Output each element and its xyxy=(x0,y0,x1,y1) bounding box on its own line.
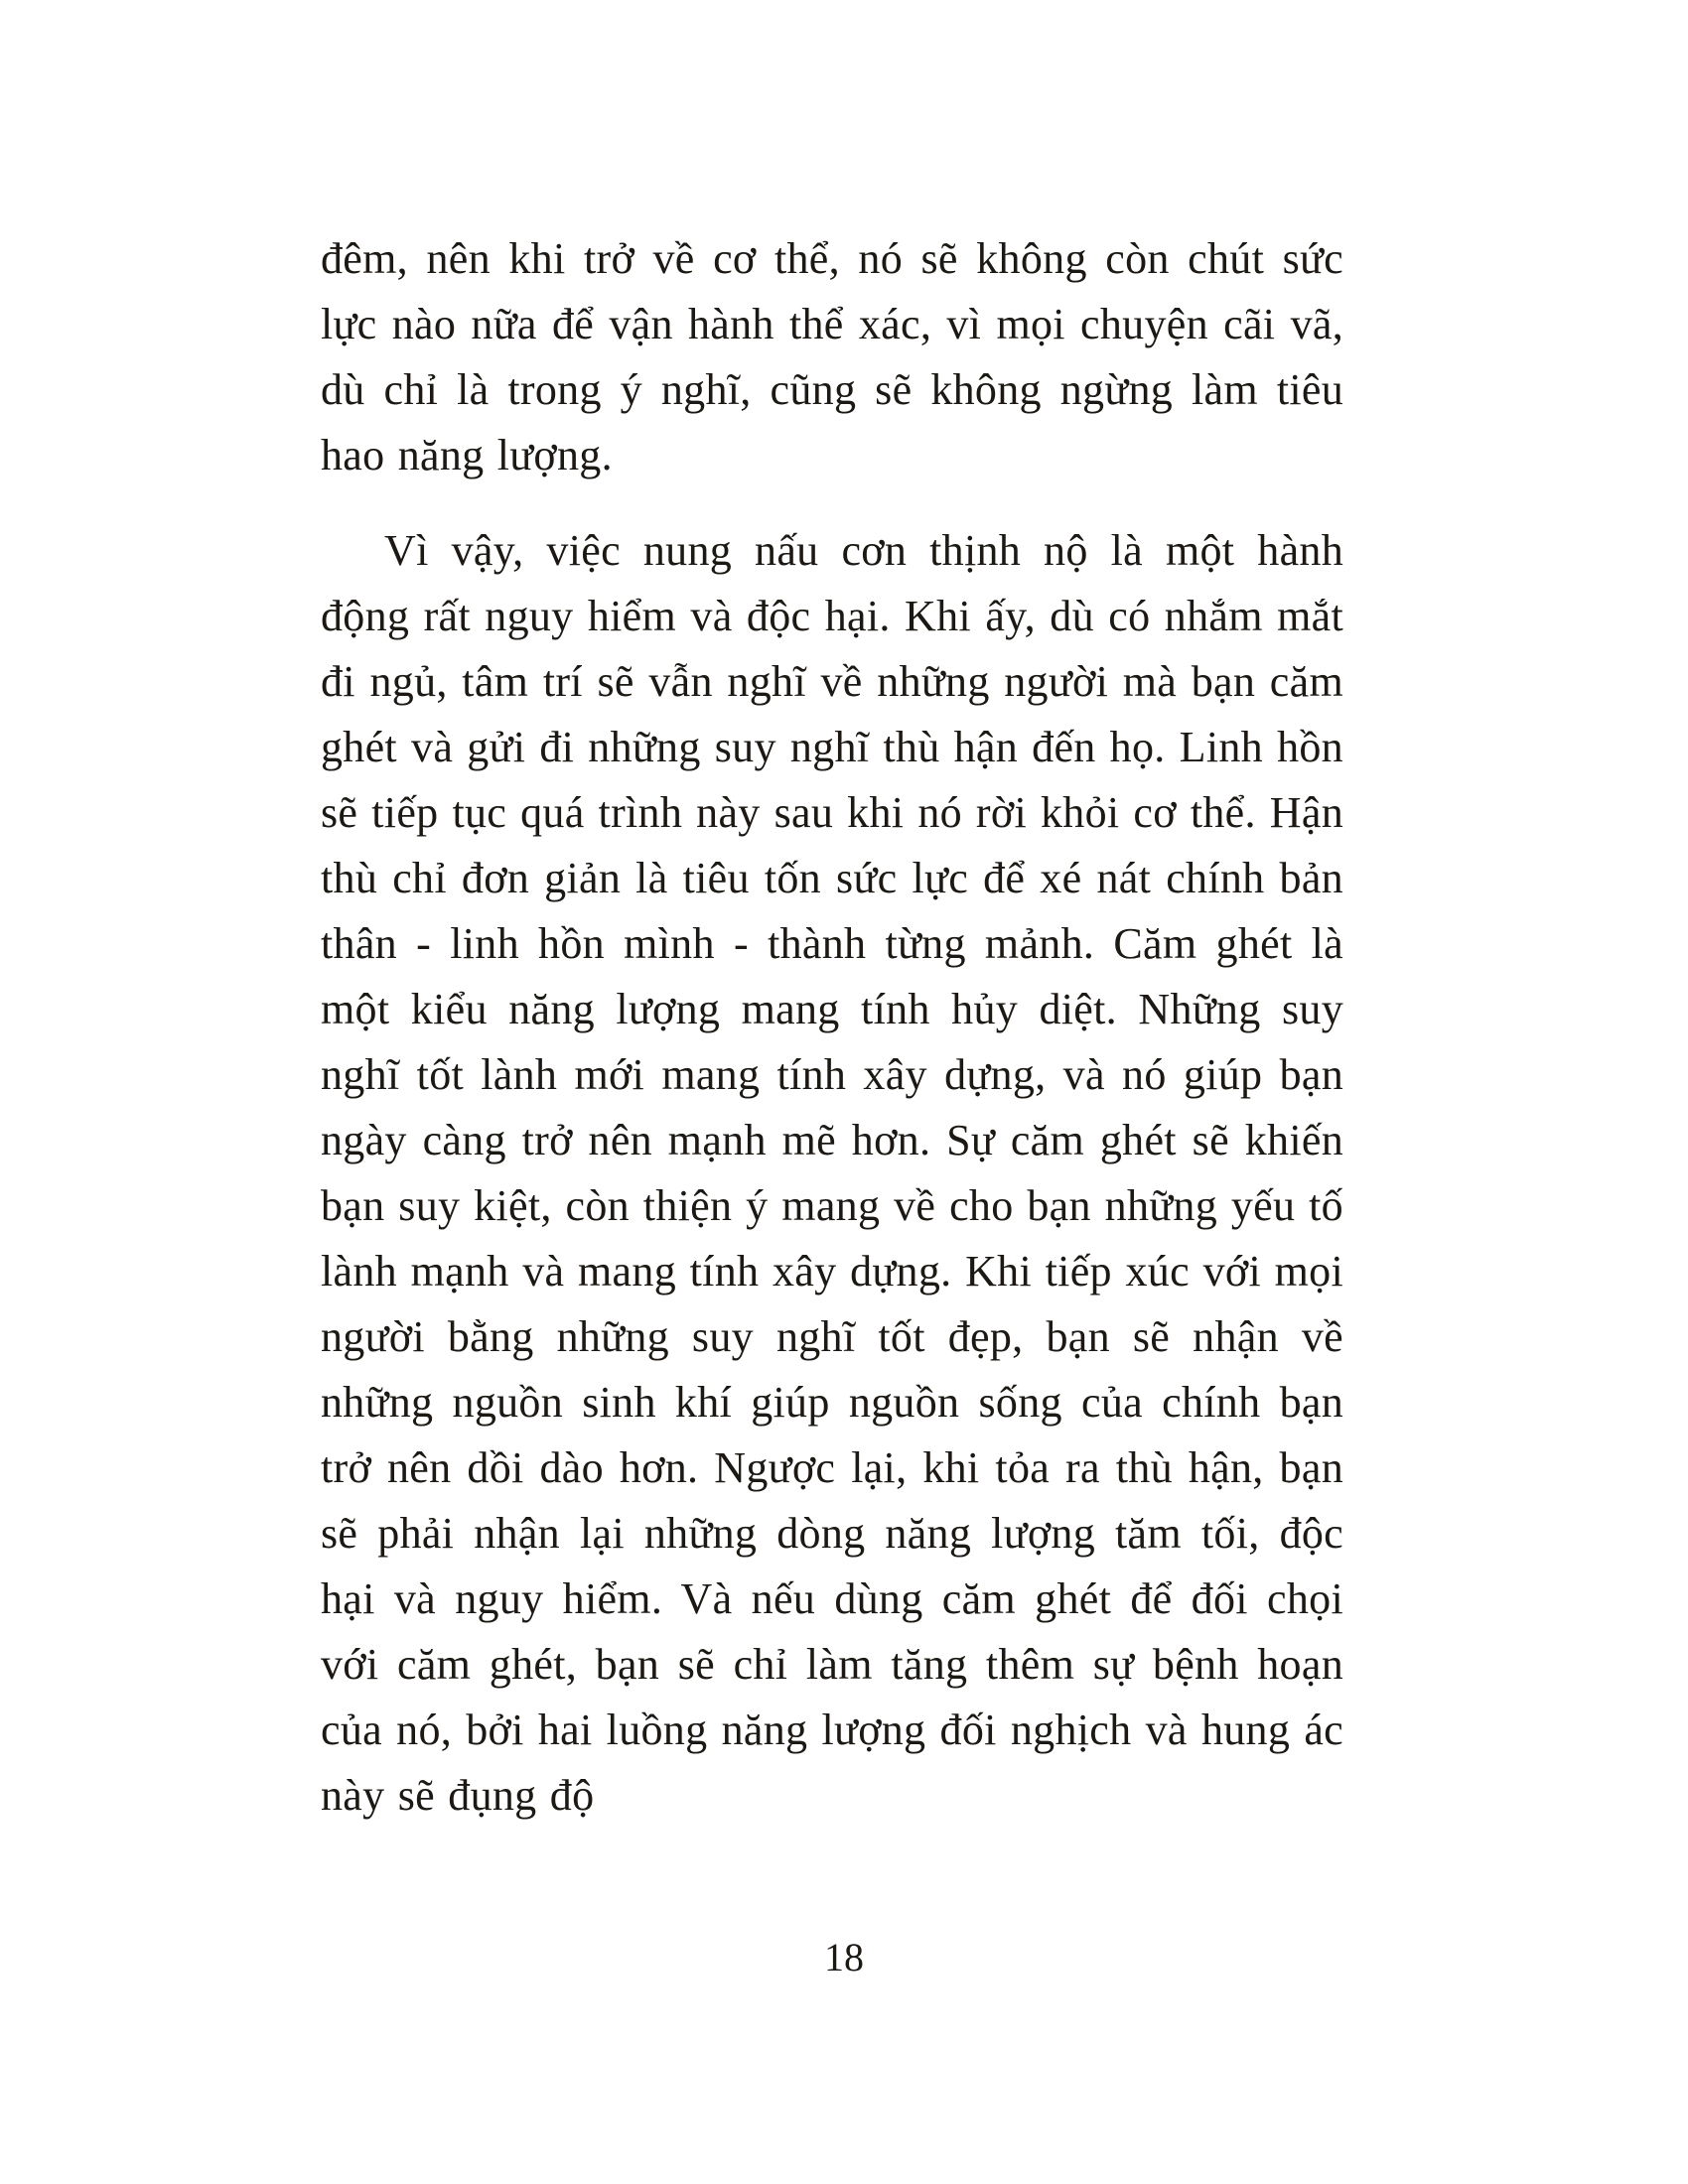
text-block xyxy=(321,226,1343,1858)
paragraph-continuation: đêm, nên khi trở về cơ thể, nó sẽ không còn chút sức lực nào nữa để vận hành thể xác, vì mọi chuyện cãi vã, dù chỉ là trong ý nghĩ, cũng sẽ không ngừng làm tiêu hao năng lượng. xyxy=(321,234,1343,479)
page-number: 18 xyxy=(824,1935,864,1979)
paragraph: Vì vậy, việc nung nấu cơn thịnh nộ là một hành động rất nguy hiểm và độc hại. Khi ấy, dù có nhắm mắt đi ngủ, tâm trí sẽ vẫn nghĩ về những người mà bạn căm ghét và gửi đi những suy nghĩ thù hận đến họ. Linh hồn sẽ tiếp tục quá trình này sau khi nó rời khỏi cơ thể. Hận thù chỉ đơn giản là tiêu tốn sức lực để xé nát chính bản thân - linh hồn mình - thành từng mảnh. Căm ghét là một kiểu năng lượng mang tính hủy diệt. Những suy nghĩ tốt lành mới mang tính xây dựng, và nó giúp bạn ngày càng trở nên mạnh mẽ hơn. Sự căm ghét sẽ khiến bạn suy kiệt, còn thiện ý mang về cho bạn những yếu tố lành mạnh và mang tính xây dựng. Khi tiếp xúc với mọi người bằng những suy nghĩ tốt đẹp, bạn sẽ nhận về những nguồn sinh khí giúp nguồn sống của chính bạn trở nên dồi dào hơn. Ngược lại, khi tỏa ra thù hận, bạn sẽ phải nhận lại những dòng năng lượng tăm tối, độc hại và nguy hiểm. Và nếu dùng căm ghét để đối chọi với căm ghét, bạn sẽ chỉ làm tăng thêm sự bệnh hoạn của nó, bởi hai luồng năng lượng đối nghịch và hung ác này sẽ đụng độ xyxy=(321,526,1343,1820)
